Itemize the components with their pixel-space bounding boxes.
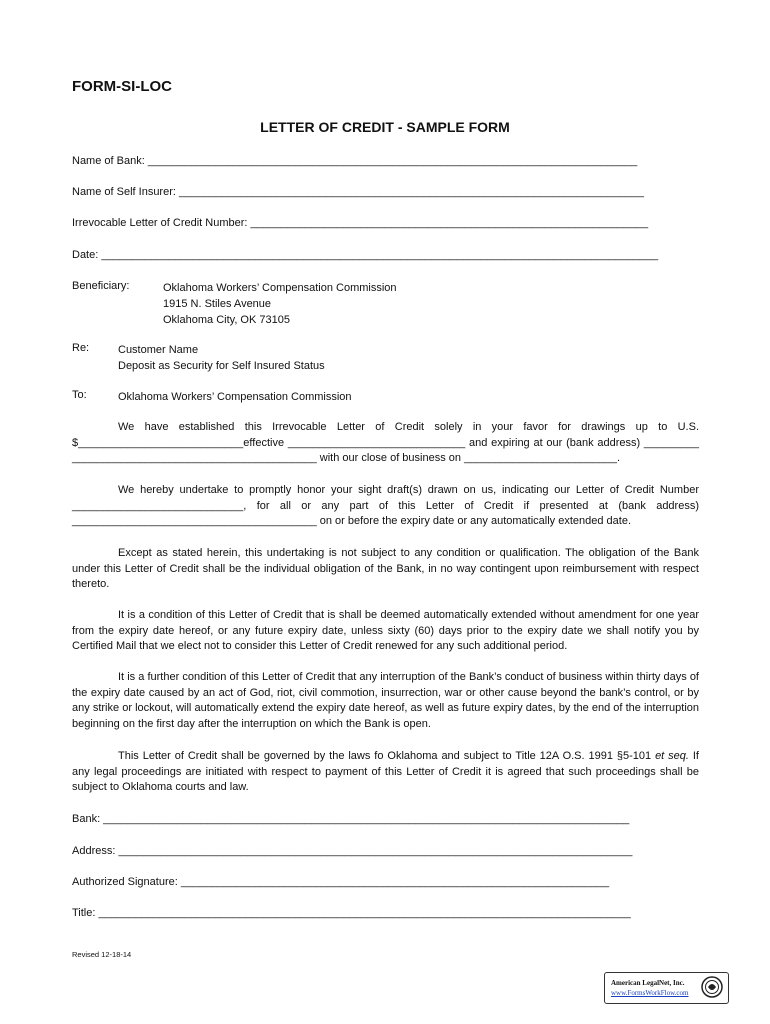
paragraph-line: We have established this Irrevocable Letter of Credit solely in your favor for drawings up to U.S. <box>118 421 699 433</box>
name-of-bank-field: Name of Bank: ________________________________________________________________________________ <box>72 155 638 167</box>
paragraph-governing-law <box>72 749 699 796</box>
paragraph-line: ________________________________________ on or before the expiry date or any automatically extended date. <box>72 515 632 527</box>
to-line: Oklahoma Workers’ Compensation Commission <box>118 391 352 403</box>
document-title: LETTER OF CREDIT - SAMPLE FORM <box>260 119 510 135</box>
re-line: Deposit as Security for Self Insured Status <box>118 360 325 372</box>
seal-icon <box>701 976 723 998</box>
logo-url[interactable]: www.FormsWorkFlow.com <box>611 989 689 997</box>
paragraph-established <box>72 420 699 467</box>
beneficiary-line: Oklahoma Workers’ Compensation Commission <box>163 282 397 294</box>
re-content <box>118 342 325 374</box>
authorized-signature-field: Authorized Signature: ______________________________________________________________________ <box>72 876 610 888</box>
revised-date: Revised 12-18-14 <box>72 950 132 959</box>
paragraph-line: ____________________________, for all or any part of this Letter of Credit if presented at (bank address) <box>72 499 699 512</box>
title-signature-field: Title: _______________________________________________________________________________________ <box>72 907 631 919</box>
to-label: To: <box>72 389 87 401</box>
paragraph-except: Except as stated herein, this undertaking is not subject to any condition or qualification. The obligation of the Bank under this Letter of Credit shall be the individual obligation of the Bank, in no way contingent upon reimbursement with respect thereto. <box>72 547 699 590</box>
form-id: FORM-SI-LOC <box>72 78 172 95</box>
paragraph-undertake <box>72 483 699 530</box>
re-line: Customer Name <box>118 344 199 356</box>
paragraph-line: ________________________________________ with our close of business on _________________________. <box>72 452 621 464</box>
publisher-logo <box>604 972 729 1004</box>
re-label: Re: <box>72 342 90 354</box>
et-seq-text: et seq. <box>655 750 689 762</box>
paragraph-condition: It is a condition of this Letter of Credit that is shall be deemed automatically extended without amendment for one year from the expiry date hereof, or any future expiry date, unless sixty (60) days prior to the expiry date we shall notify you by Certified Mail that we elect not to consider this Letter of Credit renewed for any such additional period. <box>72 609 699 652</box>
paragraph-further-condition: It is a further condition of this Letter of Credit that any interruption of the Bank’s conduct of business within thirty days of the expiry date caused by an act of God, riot, civil commotion, insurrection, war or other cause beyond the bank’s control, or by any strike or lockout, will automatically extend the expiry date hereof, as well as future expiry dates, by the end of the interruption beginning on the first day after the interruption on which the Bank is open. <box>72 671 699 730</box>
to-content <box>118 389 352 405</box>
paragraph-line: We hereby undertake to promptly honor your sight draft(s) drawn on us, indicating our Letter of Credit Number <box>118 484 699 496</box>
governing-law-text: This Letter of Credit shall be governed by the laws fo Oklahoma and subject to Title 12A O.S. 1991 §5-101 <box>118 750 656 762</box>
irrevocable-number-field: Irrevocable Letter of Credit Number: _________________________________________________________________ <box>72 217 649 229</box>
date-field: Date: ___________________________________________________________________________________________ <box>72 249 659 261</box>
beneficiary-address <box>163 280 397 328</box>
beneficiary-line: 1915 N. Stiles Avenue <box>163 298 272 310</box>
beneficiary-label: Beneficiary: <box>72 280 130 292</box>
logo-text <box>611 978 688 998</box>
bank-signature-field: Bank: ______________________________________________________________________________________ <box>72 813 630 825</box>
governing-law-text-end: If any legal proceedings are initiated with respect to payment of this Letter of Credit it is agreed that such proceedings shall be subject to Oklahoma courts and law. <box>72 750 699 793</box>
beneficiary-line: Oklahoma City, OK 73105 <box>163 314 290 326</box>
address-signature-field: Address: ____________________________________________________________________________________ <box>72 845 633 857</box>
name-of-self-insurer-field: Name of Self Insurer: ____________________________________________________________________________ <box>72 186 644 198</box>
logo-company: American LegalNet, Inc. <box>611 979 685 987</box>
paragraph-line: $___________________________effective _____________________________ and expiring at our (bank address) _________ <box>72 436 699 449</box>
